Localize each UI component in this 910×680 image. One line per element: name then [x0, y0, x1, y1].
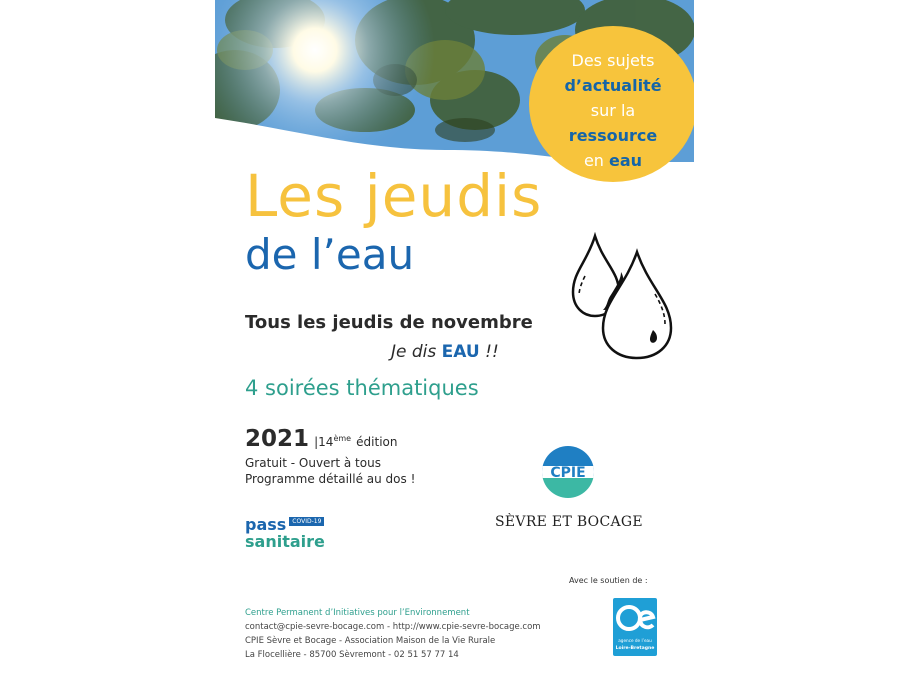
badge-line-1: Des sujets [571, 51, 655, 70]
footer-line-3: CPIE Sèvre et Bocage - Association Maison de la Vie Rurale [245, 636, 496, 646]
ae-logo-line-1: agence de l’eau [618, 638, 652, 643]
badge-line-5b: eau [609, 151, 643, 170]
badge-line-5a: en [583, 151, 604, 170]
edition-sup: ème [333, 434, 352, 443]
title-line-1: Les jeudis [245, 162, 543, 230]
badge-line-2: d’actualité [564, 76, 662, 95]
cpie-logo-text: CPIE [550, 465, 586, 481]
covid-tag: COVID-19 [289, 517, 324, 526]
footer-contact [245, 606, 541, 662]
info-line-2: Programme détaillé au dos ! [245, 472, 416, 486]
support-label: Avec le soutien de : [569, 576, 648, 585]
edition-year: 2021 [245, 426, 310, 452]
edition-number: 14 [318, 435, 334, 449]
event-info [245, 455, 415, 487]
badge-line-4: ressource [568, 126, 658, 145]
cpie-logo-icon [542, 446, 594, 498]
edition-sep: | [314, 435, 319, 449]
title-line-2: de l’eau [245, 230, 415, 279]
footer-line-2: contact@cpie-sevre-bocage.com - http://www.cpie-sevre-bocage.com [245, 622, 541, 632]
edition-label: édition [356, 435, 398, 449]
subtitle-suffix: !! [485, 342, 499, 362]
organizer-name: SÈVRE ET BOCAGE [495, 514, 643, 530]
themes-heading: 4 soirées thématiques [245, 376, 479, 400]
pass-word: pass [245, 515, 287, 534]
badge-line-3: sur la [590, 101, 636, 120]
water-drops-icon [567, 232, 685, 364]
sanitaire-word: sanitaire [245, 532, 325, 551]
agence-eau-logo-icon [613, 598, 657, 656]
pass-sanitaire-logo [245, 515, 325, 550]
subtitle-strong: EAU [441, 342, 480, 362]
ae-logo-line-2: Loire-Bretagne [615, 646, 655, 651]
subtitle-line-2 [391, 342, 499, 362]
footer-line-1: Centre Permanent d’Initiatives pour l’Environnement [245, 608, 470, 618]
poster [215, 0, 694, 680]
topic-badge [529, 26, 694, 182]
subtitle-prefix: Je dis [391, 342, 437, 362]
subtitle-line-1: Tous les jeudis de novembre [245, 312, 533, 333]
footer-line-4: La Flocellière - 85700 Sèvremont - 02 51 57 77 14 [245, 650, 459, 660]
info-line-1: Gratuit - Ouvert à tous [245, 456, 381, 470]
edition-line [245, 426, 398, 452]
